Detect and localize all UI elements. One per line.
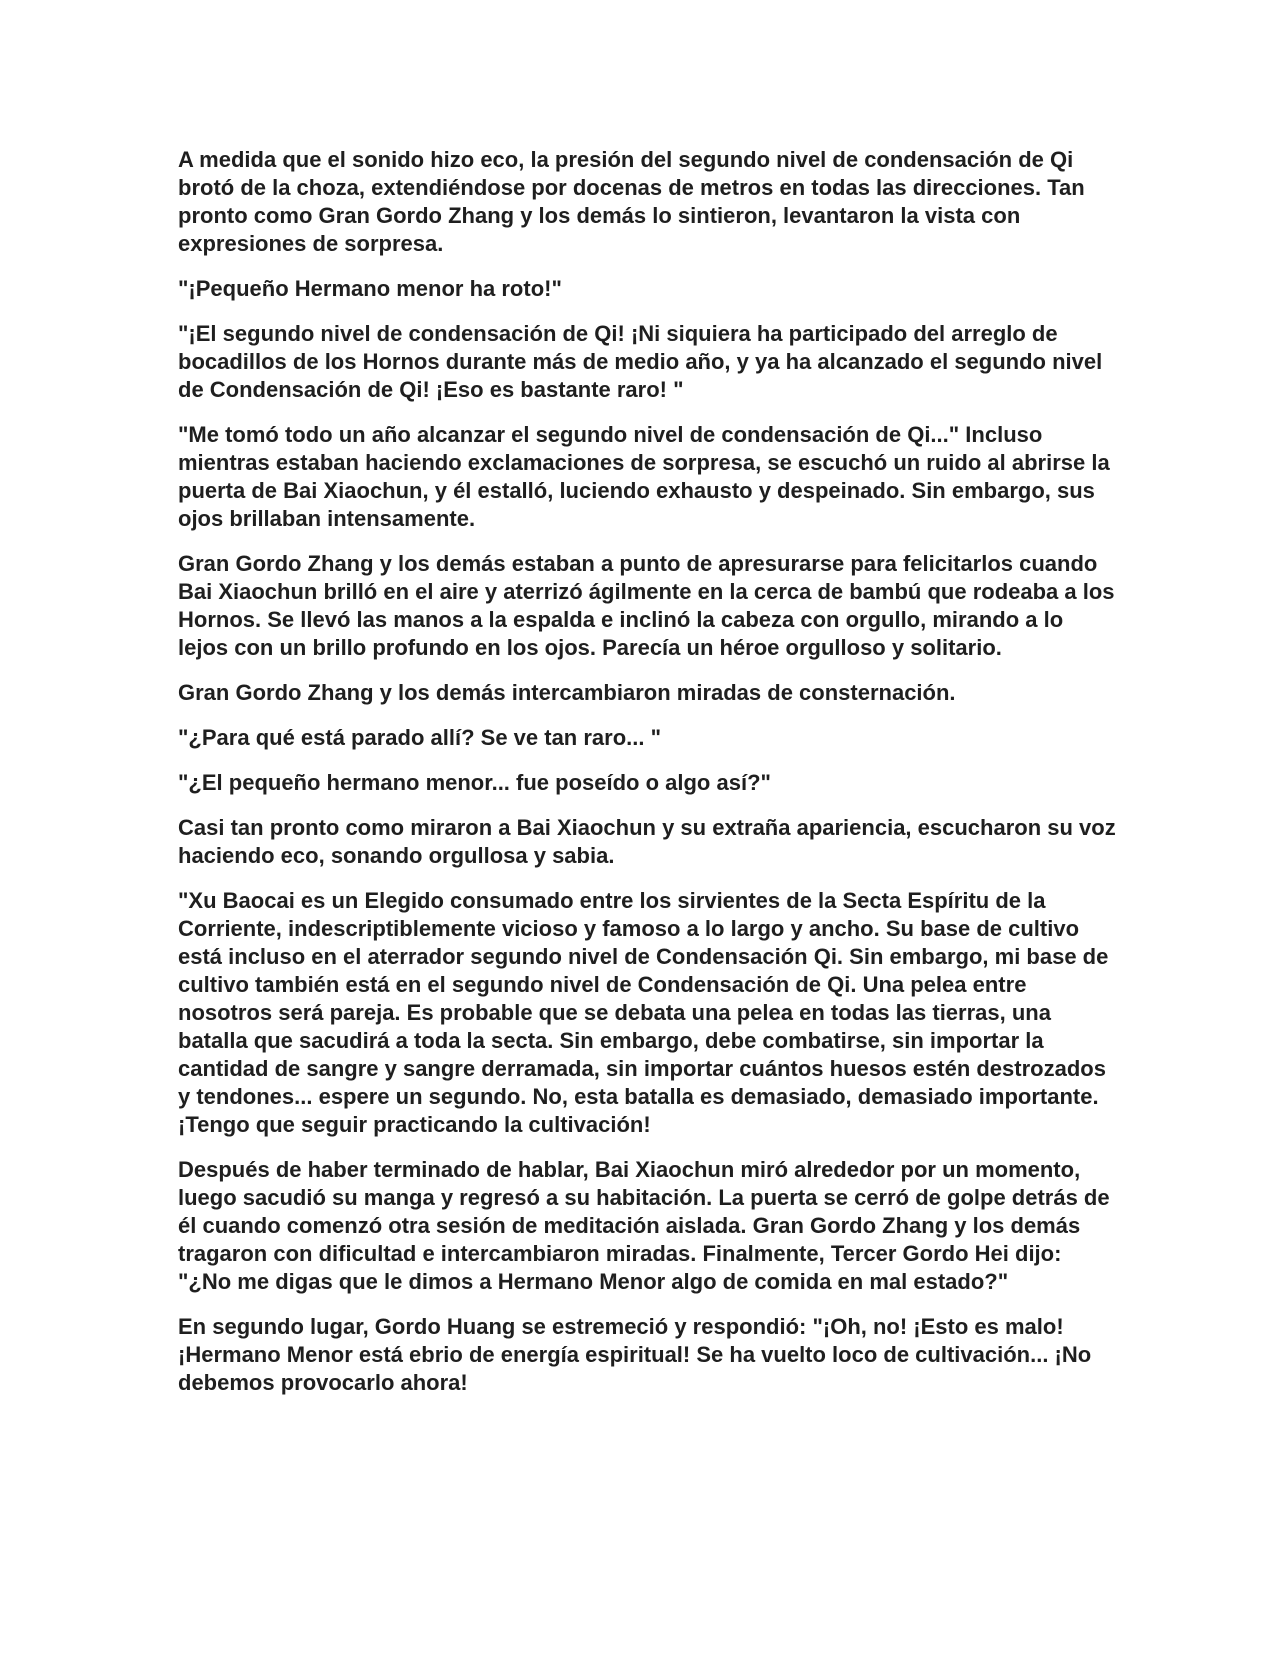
paragraph: En segundo lugar, Gordo Huang se estremeció y respondió: "¡Oh, no! ¡Esto es malo! ¡Hermano Menor está ebrio de energía espiritual! Se ha vuelto loco de cultivación... ¡No debemos provocarlo ahora! (178, 1314, 1092, 1395)
paragraph: Después de haber terminado de hablar, Bai Xiaochun miró alrededor por un momento, luego sacudió su manga y regresó a su habitación. La puerta se cerró de golpe detrás de él cuando comenzó otra sesión de meditación aislada. Gran Gordo Zhang y los demás tragaron con dificultad e intercambiaron miradas. Finalmente, Tercer Gordo Hei dijo: "¿No me digas que le dimos a Hermano Menor algo de comida en mal estado?" (178, 1157, 1110, 1294)
paragraph: "¿El pequeño hermano menor... fue poseído o algo así?" (178, 770, 771, 795)
paragraph: Casi tan pronto como miraron a Bai Xiaochun y su extraña apariencia, escucharon su voz haciendo eco, sonando orgullosa y sabia. (178, 815, 1116, 868)
document-page (178, 146, 1118, 1414)
paragraph: "¿Para qué está parado allí? Se ve tan raro... " (178, 725, 662, 750)
paragraph: "Me tomó todo un año alcanzar el segundo nivel de condensación de Qi..." Incluso mientras estaban haciendo exclamaciones de sorpresa, se escuchó un ruido al abrirse la puerta de Bai Xiaochun, y él estalló, luciendo exhausto y despeinado. Sin embargo, sus ojos brillaban intensamente. (178, 422, 1110, 531)
paragraph: "¡El segundo nivel de condensación de Qi! ¡Ni siquiera ha participado del arreglo de bocadillos de los Hornos durante más de medio año, y ya ha alcanzado el segundo nivel de Condensación de Qi! ¡Eso es bastante raro! " (178, 321, 1103, 402)
paragraph: Gran Gordo Zhang y los demás intercambiaron miradas de consternación. (178, 680, 956, 705)
paragraph: "¡Pequeño Hermano menor ha roto!" (178, 276, 562, 301)
paragraph: "Xu Baocai es un Elegido consumado entre los sirvientes de la Secta Espíritu de la Corriente, indescriptiblemente vicioso y famoso a lo largo y ancho. Su base de cultivo está incluso en el aterrador segundo nivel de Condensación Qi. Sin embargo, mi base de cultivo también está en el segundo nivel de Condensación de Qi. Una pelea entre nosotros será pareja. Es probable que se debata una pelea en todas las tierras, una batalla que sacudirá a toda la secta. Sin embargo, debe combatirse, sin importar la cantidad de sangre y sangre derramada, sin importar cuántos huesos estén destrozados y tendones... espere un segundo. No, esta batalla es demasiado, demasiado importante. ¡Tengo que seguir practicando la cultivación! (178, 888, 1109, 1137)
paragraph: A medida que el sonido hizo eco, la presión del segundo nivel de condensación de Qi brotó de la choza, extendiéndose por docenas de metros en todas las direcciones. Tan pronto como Gran Gordo Zhang y los demás lo sintieron, levantaron la vista con expresiones de sorpresa. (178, 147, 1085, 256)
paragraph: Gran Gordo Zhang y los demás estaban a punto de apresurarse para felicitarlos cuando Bai Xiaochun brilló en el aire y aterrizó ágilmente en la cerca de bambú que rodeaba a los Hornos. Se llevó las manos a la espalda e inclinó la cabeza con orgullo, mirando a lo lejos con un brillo profundo en los ojos. Parecía un héroe orgulloso y solitario. (178, 551, 1115, 660)
